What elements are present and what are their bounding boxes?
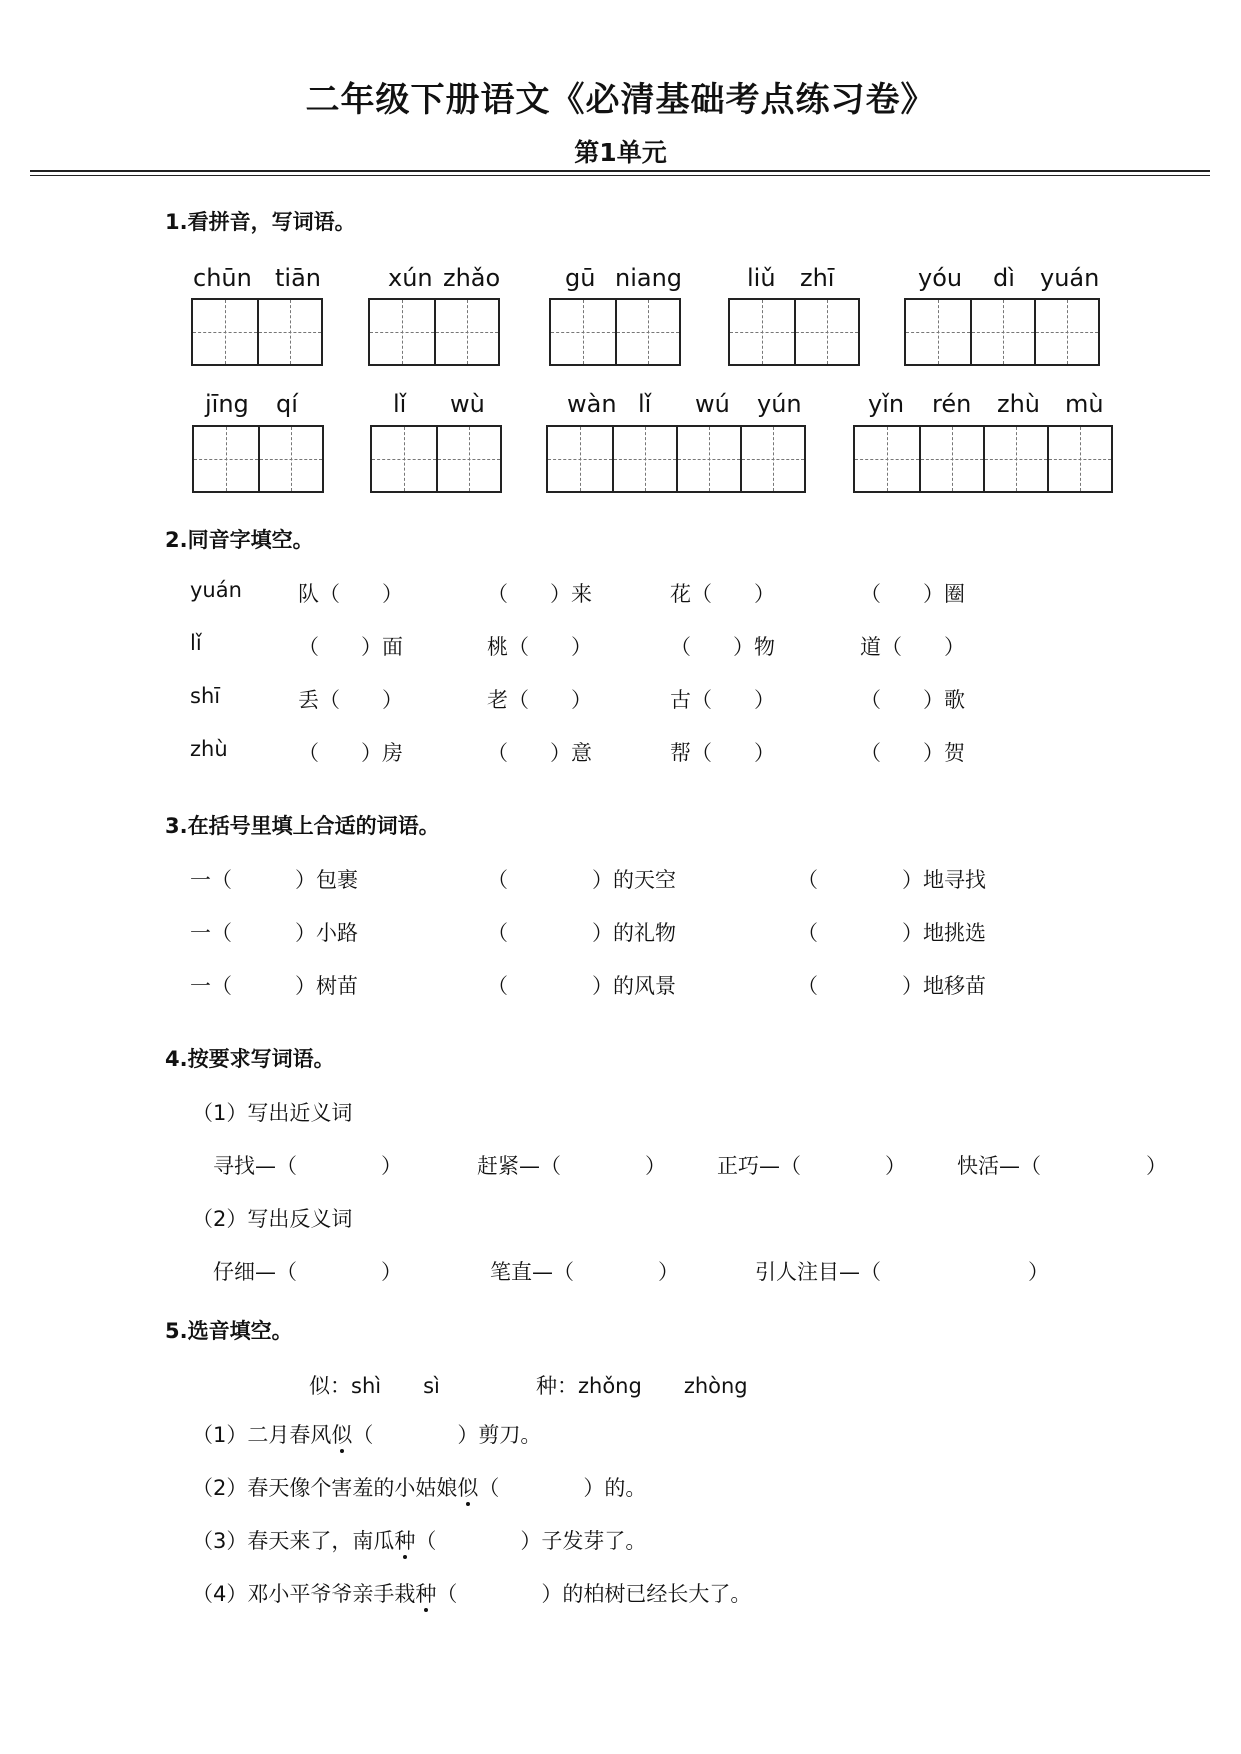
q2-blank[interactable]: （ ）房: [298, 741, 403, 765]
q5-item: [192, 1472, 646, 1502]
q3-blank[interactable]: （ ）地挑选: [797, 921, 986, 945]
q2-blank[interactable]: 道（ ）: [860, 635, 965, 659]
q4-antonym-blank[interactable]: 笔直—（ ）: [490, 1260, 679, 1284]
q1-pinyin: jīng: [205, 390, 249, 418]
q3-blank[interactable]: 一（ ）小路: [190, 921, 358, 945]
q4-synonym-blank[interactable]: 赶紧—（ ）: [477, 1154, 666, 1178]
q4-sub2-label: （2）写出反义词: [192, 1207, 353, 1231]
q1-pinyin: wú: [695, 390, 730, 418]
q1-pinyin: lǐ: [638, 390, 652, 418]
q1-pinyin: xún: [388, 264, 433, 292]
q4-sub1-label: （1）写出近义词: [192, 1101, 353, 1125]
q3-heading: 3.在括号里填上合适的词语。: [165, 814, 440, 838]
q3-blank[interactable]: （ ）地移苗: [797, 974, 986, 998]
q5-item: [192, 1419, 541, 1449]
q2-blank[interactable]: 古（ ）: [670, 688, 775, 712]
q5-item-pre: （4）邓小平爷爷亲手栽: [192, 1582, 416, 1606]
q5-item-blank[interactable]: （ ）的。: [478, 1476, 647, 1500]
q5-item-blank[interactable]: （ ）子发芽了。: [415, 1529, 647, 1553]
q2-heading: 2.同音字填空。: [165, 528, 314, 552]
q1-answer-grid[interactable]: [192, 425, 324, 493]
page-title: 二年级下册语文《必清基础考点练习卷》: [305, 80, 936, 120]
q1-pinyin: yǐn: [868, 390, 905, 418]
q2-row-pinyin: lǐ: [190, 631, 202, 655]
q4-antonym-blank[interactable]: 引人注目—（ ）: [755, 1260, 1049, 1284]
q4-heading: 4.按要求写词语。: [165, 1047, 335, 1071]
q1-answer-grid[interactable]: [370, 425, 502, 493]
q5-item: [192, 1525, 646, 1555]
q2-blank[interactable]: （ ）来: [487, 582, 592, 606]
header-rule-bottom: [30, 175, 1210, 176]
q2-blank[interactable]: 帮（ ）: [670, 741, 775, 765]
q1-pinyin: liǔ: [747, 264, 776, 292]
q2-row-pinyin: shī: [190, 684, 221, 708]
q3-blank[interactable]: 一（ ）包裹: [190, 868, 358, 892]
q2-row-pinyin: yuán: [190, 578, 242, 602]
q4-synonym-blank[interactable]: 正巧—（ ）: [717, 1154, 906, 1178]
q1-pinyin: rén: [932, 390, 972, 418]
q1-pinyin: tiān: [275, 264, 321, 292]
q2-blank[interactable]: （ ）物: [670, 635, 775, 659]
q1-pinyin: zhù: [997, 390, 1041, 418]
q2-blank[interactable]: 老（ ）: [487, 688, 592, 712]
q1-pinyin: chūn: [193, 264, 252, 292]
q5-item-blank[interactable]: （ ）剪刀。: [352, 1423, 542, 1447]
q4-synonym-blank[interactable]: 快活—（ ）: [957, 1154, 1167, 1178]
q1-answer-grid[interactable]: [728, 298, 860, 366]
q5-item-target-char: 似: [331, 1423, 353, 1447]
q1-answer-grid[interactable]: [853, 425, 1113, 493]
q5-item-target-char: 似: [457, 1476, 479, 1500]
q1-pinyin: wù: [450, 390, 485, 418]
page-subtitle: 第1单元: [574, 138, 667, 167]
q5-item-pre: （1）二月春风: [192, 1423, 332, 1447]
q5-heading: 5.选音填空。: [165, 1319, 293, 1343]
q4-antonym-blank[interactable]: 仔细—（ ）: [213, 1260, 402, 1284]
q1-pinyin: gū: [565, 264, 596, 292]
q5-item-pre: （3）春天来了，南瓜: [192, 1529, 395, 1553]
q1-heading: 1.看拼音，写词语。: [165, 210, 356, 234]
q1-pinyin: yóu: [918, 264, 963, 292]
q2-blank[interactable]: （ ）歌: [860, 688, 965, 712]
q1-pinyin: mù: [1065, 390, 1104, 418]
q3-blank[interactable]: （ ）地寻找: [797, 868, 986, 892]
q3-blank[interactable]: （ ）的礼物: [487, 921, 676, 945]
q1-pinyin: dì: [993, 264, 1015, 292]
q5-item: [192, 1578, 751, 1608]
q2-blank[interactable]: 花（ ）: [670, 582, 775, 606]
q1-pinyin: zhǎo: [443, 264, 501, 292]
q3-blank[interactable]: 一（ ）树苗: [190, 974, 358, 998]
q5-options-si: 似：shì sì: [309, 1374, 440, 1398]
q3-blank[interactable]: （ ）的风景: [487, 974, 676, 998]
q2-blank[interactable]: （ ）贺: [860, 741, 965, 765]
q1-answer-grid[interactable]: [904, 298, 1100, 366]
q5-item-pre: （2）春天像个害羞的小姑娘: [192, 1476, 458, 1500]
q1-pinyin: yuán: [1040, 264, 1100, 292]
q5-item-target-char: 种: [415, 1582, 437, 1606]
q3-blank[interactable]: （ ）的天空: [487, 868, 676, 892]
q2-blank[interactable]: （ ）意: [487, 741, 592, 765]
q2-blank[interactable]: （ ）面: [298, 635, 403, 659]
q1-pinyin: qí: [276, 390, 298, 418]
q1-pinyin: yún: [757, 390, 802, 418]
q5-item-blank[interactable]: （ ）的柏树已经长大了。: [436, 1582, 752, 1606]
header-rule-top: [30, 170, 1210, 172]
q2-blank[interactable]: 丢（ ）: [298, 688, 403, 712]
q5-options-zhong: 种：zhǒng zhòng: [536, 1374, 748, 1398]
q1-answer-grid[interactable]: [368, 298, 500, 366]
q4-synonym-blank[interactable]: 寻找—（ ）: [213, 1154, 402, 1178]
q2-row-pinyin: zhù: [190, 737, 228, 761]
q1-answer-grid[interactable]: [549, 298, 681, 366]
q1-pinyin: wàn: [567, 390, 617, 418]
q2-blank[interactable]: 桃（ ）: [487, 635, 592, 659]
q5-item-target-char: 种: [394, 1529, 416, 1553]
q2-blank[interactable]: 队（ ）: [298, 582, 403, 606]
q1-answer-grid[interactable]: [546, 425, 806, 493]
q2-blank[interactable]: （ ）圈: [860, 582, 965, 606]
q1-pinyin: niang: [615, 264, 683, 292]
q1-pinyin: lǐ: [393, 390, 407, 418]
q1-pinyin: zhī: [800, 264, 835, 292]
q1-answer-grid[interactable]: [191, 298, 323, 366]
